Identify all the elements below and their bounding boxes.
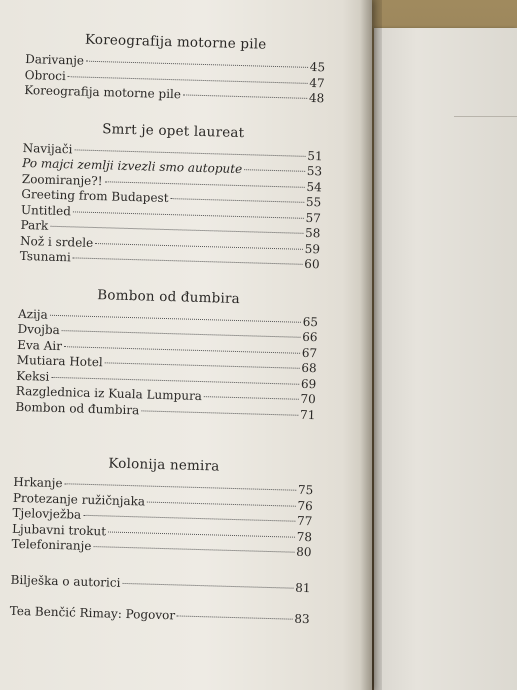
page-number: 54 <box>306 179 322 194</box>
extras-list <box>10 572 311 627</box>
page-number: 60 <box>304 256 320 272</box>
dot-leader <box>64 345 300 354</box>
entry-title: Protezanje ružičnjaka <box>12 490 146 509</box>
dot-leader <box>147 500 296 506</box>
dot-leader <box>204 395 299 400</box>
entry-title: Zoomiranje?! <box>21 171 103 188</box>
right-page-rule <box>454 116 517 117</box>
toc-list <box>19 140 322 272</box>
entry-title: Keksi <box>16 368 50 384</box>
dot-leader <box>50 313 301 322</box>
dot-leader <box>244 168 305 172</box>
dot-leader <box>141 409 298 415</box>
toc-section <box>19 118 323 272</box>
entry-title: Untitled <box>20 202 72 218</box>
entry-title: Bilješka o autorici <box>10 572 121 590</box>
entry-title: Darivanje <box>24 51 85 68</box>
page-number: 51 <box>307 148 323 163</box>
entry-title: Tjelovježba <box>12 505 82 522</box>
entry-title: Azija <box>17 306 48 322</box>
dot-leader <box>74 148 305 156</box>
entry-title: Nož i srdele <box>19 233 94 250</box>
page-gutter <box>360 0 382 690</box>
dot-leader <box>108 530 295 537</box>
entry-title: Mutiara Hotel <box>16 352 103 370</box>
entry-title: Navijači <box>22 140 73 156</box>
entry-title: Po majci zemlji izvezli smo autopute <box>22 155 243 177</box>
dot-leader <box>183 93 307 98</box>
page-number: 65 <box>302 314 319 329</box>
entry-title: Ljubavni trokut <box>11 521 107 538</box>
toc-section <box>24 30 326 107</box>
page-number: 47 <box>309 75 325 90</box>
toc-list <box>15 306 318 423</box>
toc-entry <box>10 604 310 628</box>
entry-title: Eva Air <box>17 337 63 353</box>
dot-leader <box>65 482 296 490</box>
page-number: 70 <box>300 391 316 407</box>
page-number: 76 <box>297 498 314 513</box>
section-title: Kolonija nemira <box>108 455 220 475</box>
dot-leader <box>62 329 300 338</box>
dot-leader <box>73 210 304 218</box>
page-number: 68 <box>301 360 317 376</box>
page-number: 66 <box>302 329 318 345</box>
dot-leader <box>86 60 308 68</box>
page-number: 58 <box>304 225 321 241</box>
page-number: 67 <box>301 345 318 360</box>
dot-leader <box>93 545 294 553</box>
dot-leader <box>83 514 295 522</box>
entry-title: Bombon od đumbira <box>15 399 140 417</box>
dot-leader <box>68 75 308 84</box>
dot-leader <box>51 375 299 384</box>
dot-leader <box>177 614 292 619</box>
entry-title: Tsunami <box>19 248 71 265</box>
page-number: 57 <box>305 210 322 225</box>
entry-title: Obroci <box>24 67 66 83</box>
page-number: 80 <box>296 544 312 560</box>
page-number: 59 <box>304 241 321 256</box>
section-title: Smrt je opet laureat <box>101 120 245 141</box>
entry-title: Dvojba <box>17 321 61 338</box>
toc-entry <box>10 572 310 596</box>
page-number: 81 <box>295 580 311 595</box>
entry-title: Tea Benčić Rimay: Pogovor <box>9 603 176 623</box>
dot-leader <box>122 581 293 588</box>
dot-leader <box>170 197 304 203</box>
dot-leader <box>50 225 303 234</box>
toc-section <box>11 453 314 561</box>
page-number: 78 <box>296 529 313 544</box>
entry-title: Telefoniranje <box>11 536 92 554</box>
page-number: 45 <box>309 59 326 75</box>
toc-section <box>15 284 319 423</box>
page-number: 71 <box>299 407 316 422</box>
table-of-contents <box>10 30 326 628</box>
right-page <box>374 28 517 690</box>
page-number: 53 <box>306 163 323 179</box>
page-number: 75 <box>297 482 314 498</box>
page-number: 55 <box>305 194 322 210</box>
toc-list <box>11 475 313 561</box>
dot-leader <box>73 256 303 264</box>
dot-leader <box>105 361 300 368</box>
page-number: 77 <box>296 513 313 529</box>
page-number: 69 <box>300 376 317 391</box>
section-title: Bombon od đumbira <box>97 286 241 307</box>
entry-title: Koreografija motorne pile <box>24 82 182 102</box>
toc-list <box>24 52 325 107</box>
page-number: 83 <box>294 611 310 627</box>
entry-title: Greeting from Budapest <box>21 186 169 206</box>
entry-title: Hrkanje <box>13 474 63 491</box>
entry-title: Razglednica iz Kuala Lumpura <box>15 383 203 404</box>
section-title: Koreografija motorne pile <box>84 31 267 53</box>
page-number: 48 <box>308 90 325 106</box>
dot-leader <box>95 242 303 250</box>
entry-title: Park <box>20 217 49 233</box>
dot-leader <box>104 180 304 188</box>
